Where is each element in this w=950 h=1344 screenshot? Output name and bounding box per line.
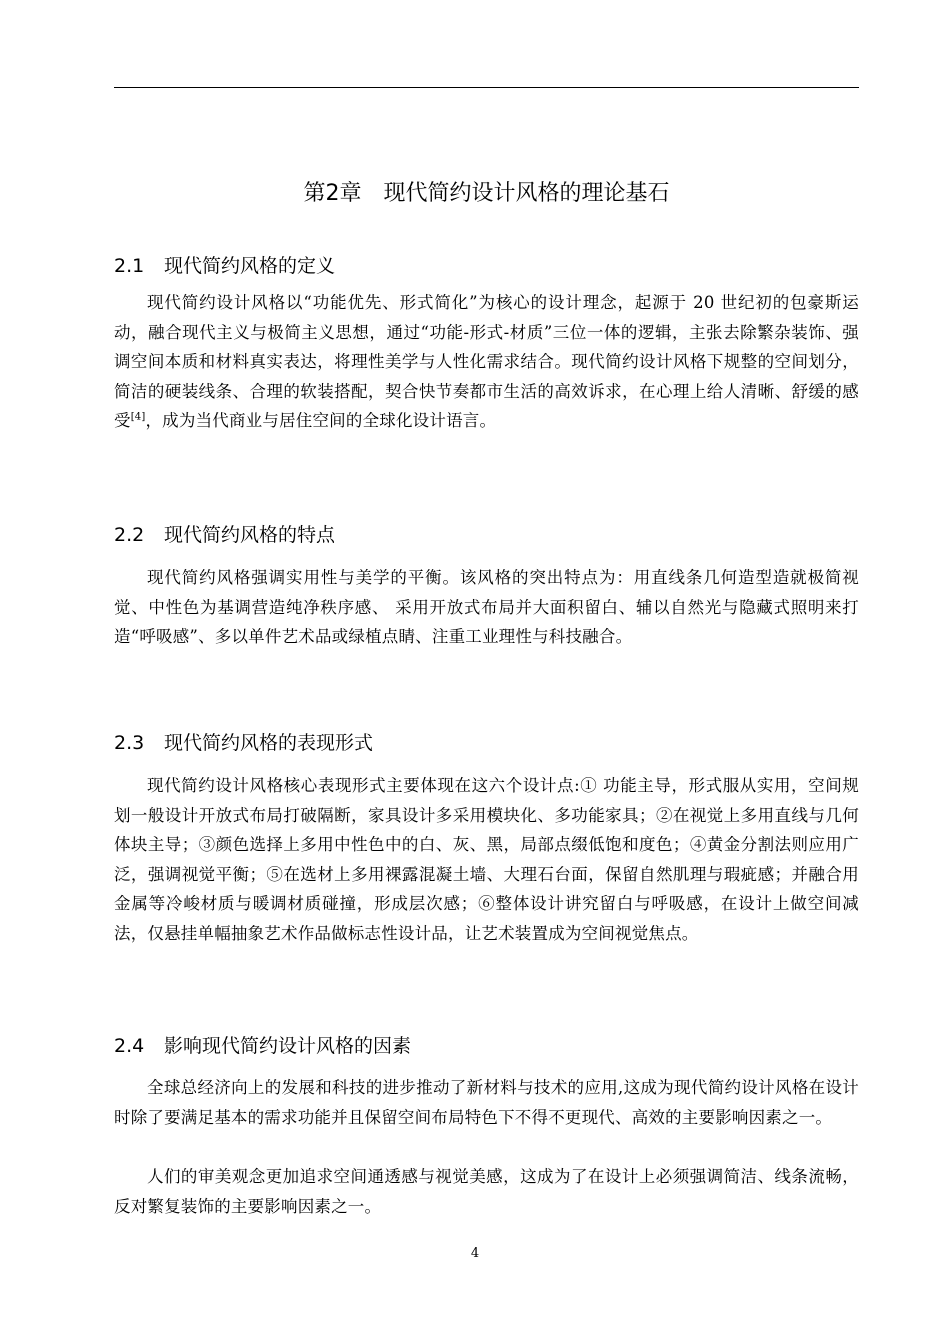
section-number: 2.3 xyxy=(114,732,145,754)
paragraph-factors-economy: 全球总经济向上的发展和科技的进步推动了新材料与技术的应用,这成为现代简约设计风格在设计时除了要满足基本的需求功能并且保留空间布局特色下不得不更现代、高效的主要影响因素之一。 xyxy=(114,1078,859,1127)
paragraph-definition xyxy=(114,288,859,436)
chapter-title: 第2章 现代简约设计风格的理论基石 xyxy=(303,181,670,206)
section-heading-2-2 xyxy=(114,521,859,549)
header-rule xyxy=(114,87,859,88)
section-number: 2.2 xyxy=(114,524,145,546)
section-title: 现代简约风格的定义 xyxy=(164,255,336,277)
section-title: 现代简约风格的表现形式 xyxy=(164,732,374,754)
page-number: 4 xyxy=(470,1246,480,1261)
section-heading-2-1 xyxy=(114,252,859,280)
section-number: 2.1 xyxy=(114,255,145,277)
section-heading-2-4 xyxy=(114,1032,859,1060)
paragraph-text: 现代简约设计风格以“功能优先、形式简化”为核心的设计理念，起源于 20 世纪初的包豪斯运动，融合现代主义与极简主义思想，通过“功能-形式-材质”三位一体的逻辑，主张去除繁杂装饰、强调空间本质和材料真实表达，将理性美学与人性化需求结合。现代简约设计风格下规整的空间划分，简洁的硬装线条、合理的软装搭配，契合快节奏都市生活的高效诉求，在心理上给人清晰、舒缓的感受 xyxy=(114,293,859,430)
citation: [4] xyxy=(130,411,146,423)
paragraph-characteristics: 现代简约风格强调实用性与美学的平衡。该风格的突出特点为：用直线条几何造型造就极简视觉、中性色为基调营造纯净秩序感、 采用开放式布局并大面积留白、辅以自然光与隐藏式照明来打造“呼吸感”、多以单件艺术品或绿植点睛、注重工业理性与科技融合。 xyxy=(114,568,859,646)
paragraph-factors-aesthetics: 人们的审美观念更加追求空间通透感与视觉美感，这成为了在设计上必须强调简洁、线条流畅，反对繁复装饰的主要影响因素之一。 xyxy=(114,1167,859,1216)
section-title: 影响现代简约设计风格的因素 xyxy=(164,1035,412,1057)
paragraph-forms: 现代简约设计风格核心表现形式主要体现在这六个设计点:① 功能主导，形式服从实用，空间规划一般设计开放式布局打破隔断，家具设计多采用模块化、多功能家具；②在视觉上多用直线与几何体块主导；③颜色选择上多用中性色中的白、灰、黑，局部点缀低饱和度色；④黄金分割法则应用广泛，强调视觉平衡；⑤在选材上多用裸露混凝土墙、大理石台面，保留自然肌理与瑕疵感；并融合用金属等冷峻材质与暖调材质碰撞，形成层次感；⑥整体设计讲究留白与呼吸感，在设计上做空间减法，仅悬挂单幅抽象艺术作品做标志性设计品，让艺术装置成为空间视觉焦点。 xyxy=(114,776,859,943)
section-heading-2-3 xyxy=(114,729,859,757)
section-number: 2.4 xyxy=(114,1035,145,1057)
section-title: 现代简约风格的特点 xyxy=(164,524,336,546)
paragraph-text: ，成为当代商业与居住空间的全球化设计语言。 xyxy=(145,411,497,430)
